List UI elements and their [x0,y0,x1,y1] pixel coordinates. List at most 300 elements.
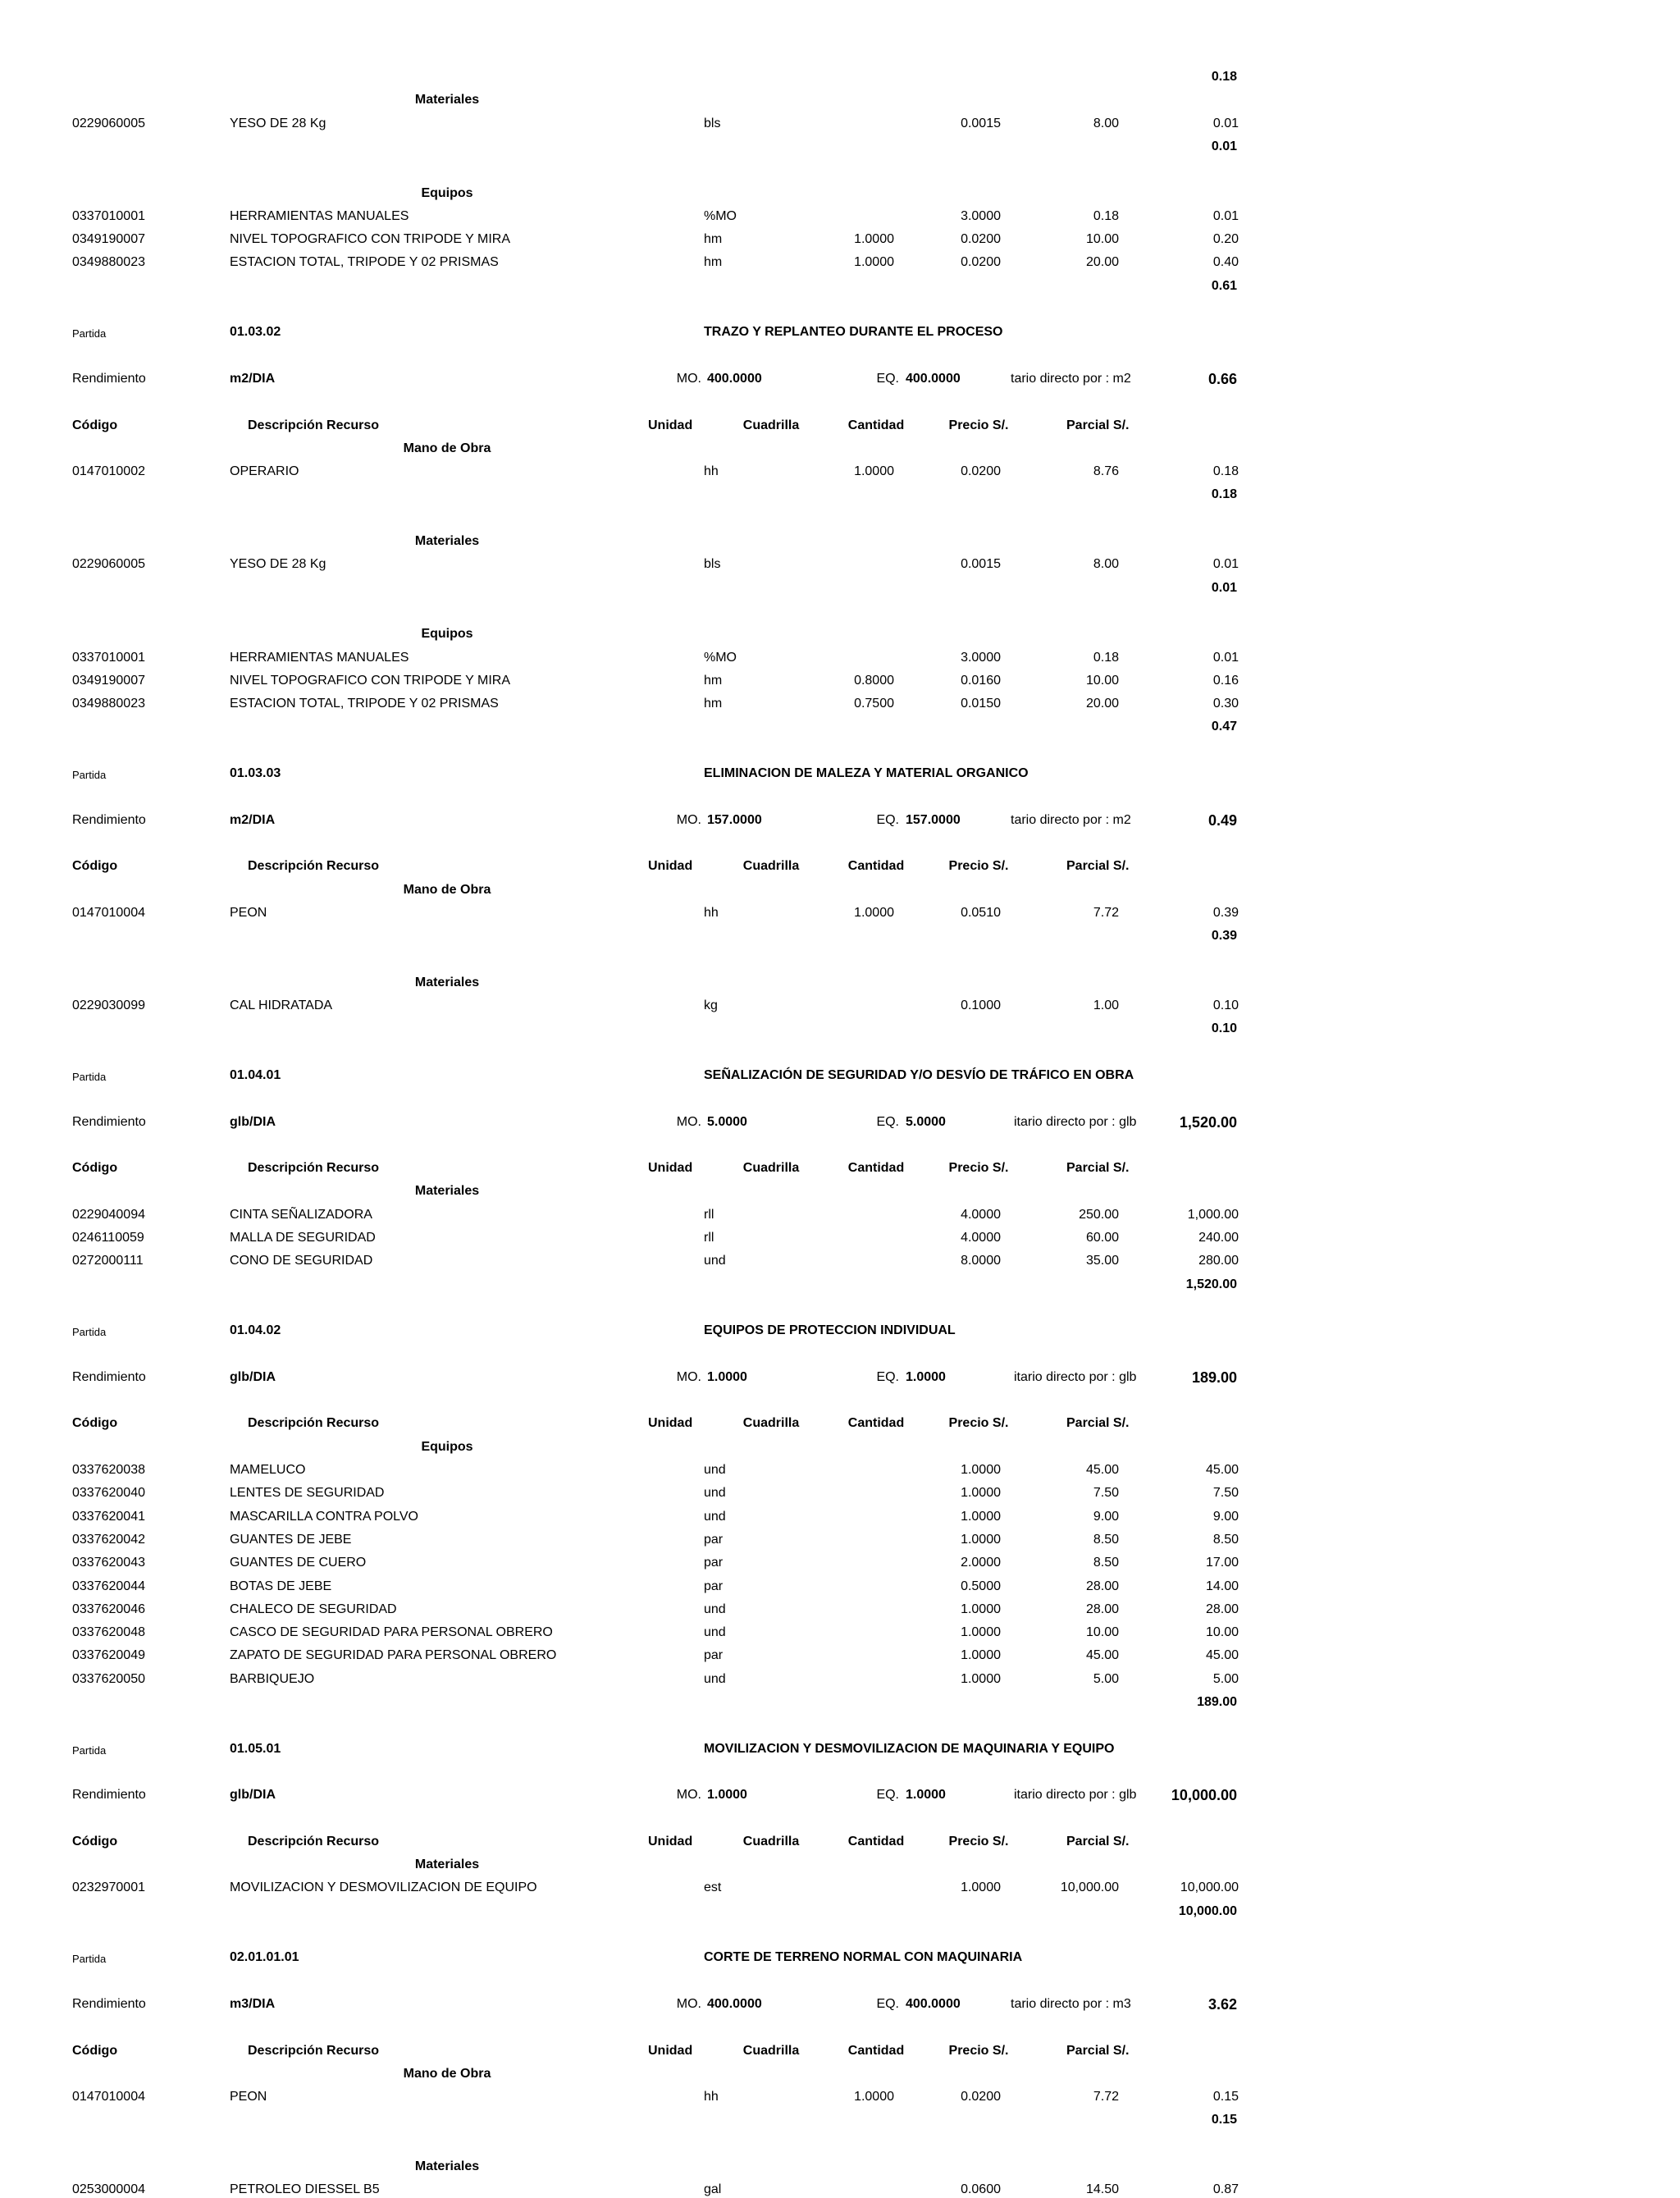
eq-value: 5.0000 [906,1114,946,1129]
resource-code: 0337620043 [72,1556,145,1570]
resource-cantidad: 0.0200 [961,2090,1001,2104]
resource-cantidad: 1.0000 [961,1648,1001,1663]
resource-code: 0337010001 [72,650,145,665]
resource-precio: 8.50 [1093,1532,1119,1547]
resource-precio: 10.00 [1085,232,1119,247]
resource-cantidad: 1.0000 [961,1671,1001,1686]
resource-precio: 8.00 [1093,116,1119,130]
costo-unit: m2 [1112,371,1131,386]
resource-parcial: 0.30 [1212,697,1239,711]
resource-precio: 250.00 [1079,1207,1119,1222]
resource-precio: 0.18 [1093,208,1119,223]
costo-prefix: itario directo por : [1014,1369,1120,1384]
rendimiento-label: Rendimiento [72,1369,146,1384]
costo-unitario-label [1011,1996,1131,2013]
rendimiento-label: Rendimiento [72,1788,146,1803]
resource-description: MAMELUCO [230,1463,306,1477]
resource-description: HERRAMIENTAS MANUALES [230,208,409,223]
header-cuadrilla: Cuadrilla [742,2043,800,2058]
resource-parcial: 45.00 [1205,1463,1239,1477]
resource-parcial: 0.15 [1212,2090,1239,2104]
eq-value: 1.0000 [906,1369,946,1384]
resource-parcial: 0.39 [1212,905,1239,920]
resource-precio: 5.00 [1093,1671,1119,1686]
mo-value: 1.0000 [707,1369,747,1384]
resource-parcial: 0.40 [1212,255,1239,270]
resource-parcial: 9.00 [1212,1509,1239,1524]
group-title: Materiales [414,975,480,989]
resource-parcial: 0.18 [1212,464,1239,479]
header-cantidad: Cantidad [847,1416,905,1431]
header-cuadrilla: Cuadrilla [742,859,800,874]
resource-precio: 28.00 [1085,1579,1119,1593]
mo-label: MO. [676,371,701,386]
group-subtotal: 1,520.00 [1185,1277,1237,1291]
resource-code: 0349880023 [72,255,145,270]
group-subtotal: 0.18 [1211,70,1237,84]
resource-code: 0147010004 [72,2090,145,2104]
resource-description: MOVILIZACION Y DESMOVILIZACION DE EQUIPO [230,1880,537,1895]
rendimiento-unit: m2/DIA [230,812,276,827]
resource-code: 0147010002 [72,464,145,479]
rendimiento-label: Rendimiento [72,1114,146,1129]
resource-parcial: 0.87 [1212,2182,1239,2197]
resource-unit: hm [704,673,723,688]
resource-precio: 7.72 [1093,905,1119,920]
resource-description: NIVEL TOPOGRAFICO CON TRIPODE Y MIRA [230,232,510,247]
header-unidad: Unidad [648,2043,693,2058]
resource-cantidad: 0.0015 [961,557,1001,572]
partida-code: 01.03.02 [230,325,281,340]
header-precio: Precio S/. [948,859,1009,874]
resource-code: 0337620046 [72,1602,145,1616]
header-codigo: Código [72,2043,118,2058]
resource-unit: kg [704,998,718,1012]
header-precio: Precio S/. [948,418,1009,432]
resource-precio: 7.72 [1093,2090,1119,2104]
resource-code: 0349190007 [72,673,145,688]
header-codigo: Código [72,1161,118,1176]
group-subtotal: 0.39 [1211,929,1237,944]
group-subtotal: 0.01 [1211,580,1237,595]
resource-parcial: 10,000.00 [1180,1880,1239,1895]
resource-cantidad: 1.0000 [961,1486,1001,1501]
resource-code: 0232970001 [72,1880,145,1895]
resource-precio: 10.00 [1085,673,1119,688]
header-precio: Precio S/. [948,1416,1009,1431]
resource-cuadrilla: 0.8000 [854,673,894,688]
resource-parcial: 28.00 [1205,1602,1239,1616]
header-cantidad: Cantidad [847,418,905,432]
resource-description: CASCO DE SEGURIDAD PARA PERSONAL OBRERO [230,1625,553,1640]
rendimiento-label: Rendimiento [72,1996,146,2011]
rendimiento-label: Rendimiento [72,812,146,827]
eq-label: EQ. [876,1788,899,1803]
resource-unit: hh [704,905,719,920]
header-parcial: Parcial S/. [1066,2043,1130,2058]
costo-prefix: tario directo por : [1011,1996,1113,2011]
header-unidad: Unidad [648,418,693,432]
costo-unit: m3 [1112,1996,1131,2011]
resource-cantidad: 1.0000 [961,1509,1001,1524]
resource-precio: 10,000.00 [1060,1880,1119,1895]
rendimiento-unit: m2/DIA [230,371,276,386]
resource-cantidad: 0.0015 [961,116,1001,130]
resource-code: 0337620038 [72,1463,145,1477]
resource-description: CAL HIDRATADA [230,998,333,1012]
partida-total: 10,000.00 [1171,1787,1237,1804]
resource-unit: hm [704,697,723,711]
costo-prefix: itario directo por : [1014,1788,1120,1803]
rendimiento-unit: glb/DIA [230,1369,276,1384]
mo-value: 1.0000 [707,1788,747,1803]
resource-code: 0337620040 [72,1486,145,1501]
resource-description: LENTES DE SEGURIDAD [230,1486,385,1501]
rendimiento-unit: glb/DIA [230,1114,276,1129]
resource-unit: und [704,1671,726,1686]
resource-cantidad: 1.0000 [961,1463,1001,1477]
resource-code: 0229040094 [72,1207,145,1222]
resource-parcial: 240.00 [1198,1231,1239,1245]
resource-parcial: 0.10 [1212,998,1239,1012]
resource-cantidad: 0.0150 [961,697,1001,711]
resource-parcial: 8.50 [1212,1532,1239,1547]
rendimiento-label: Rendimiento [72,371,146,386]
resource-unit: rll [704,1231,714,1245]
resource-unit: und [704,1509,726,1524]
header-descripcion: Descripción Recurso [248,1161,380,1176]
resource-description: MALLA DE SEGURIDAD [230,1231,376,1245]
group-subtotal: 0.61 [1211,278,1237,293]
mo-label: MO. [676,1369,701,1384]
partida-name: MOVILIZACION Y DESMOVILIZACION DE MAQUINARIA Y EQUIPO [704,1741,1115,1756]
resource-code: 0349190007 [72,232,145,247]
resource-cantidad: 0.0600 [961,2182,1001,2197]
resource-unit: und [704,1463,726,1477]
group-subtotal: 0.47 [1211,720,1237,734]
resource-cuadrilla: 1.0000 [854,464,894,479]
resource-precio: 7.50 [1093,1486,1119,1501]
group-subtotal: 10,000.00 [1178,1903,1237,1918]
group-subtotal: 0.15 [1211,2113,1237,2127]
header-cantidad: Cantidad [847,1161,905,1176]
resource-parcial: 14.00 [1205,1579,1239,1593]
header-codigo: Código [72,859,118,874]
resource-description: OPERARIO [230,464,299,479]
resource-parcial: 0.01 [1212,557,1239,572]
resource-unit: %MO [704,208,737,223]
header-descripcion: Descripción Recurso [248,1416,380,1431]
header-cuadrilla: Cuadrilla [742,1416,800,1431]
resource-description: PEON [230,905,267,920]
header-unidad: Unidad [648,1416,693,1431]
group-title: Materiales [414,1858,480,1872]
partida-total: 3.62 [1208,1995,1237,2013]
resource-description: ZAPATO DE SEGURIDAD PARA PERSONAL OBRERO [230,1648,557,1663]
costo-unitario-label [1014,1114,1136,1131]
partida-code: 01.03.03 [230,766,281,780]
mo-label: MO. [676,1788,701,1803]
resource-description: GUANTES DE CUERO [230,1556,367,1570]
resource-cantidad: 1.0000 [961,1532,1001,1547]
resource-unit: und [704,1602,726,1616]
resource-parcial: 1,000.00 [1187,1207,1239,1222]
eq-value: 400.0000 [906,1996,961,2011]
header-descripcion: Descripción Recurso [248,859,380,874]
rendimiento-unit: glb/DIA [230,1788,276,1803]
resource-cantidad: 0.5000 [961,1579,1001,1593]
partida-label: Partida [72,1326,107,1339]
partida-code: 01.04.01 [230,1067,281,1082]
resource-precio: 28.00 [1085,1602,1119,1616]
header-cantidad: Cantidad [847,1834,905,1848]
resource-description: BOTAS DE JEBE [230,1579,332,1593]
resource-description: CHALECO DE SEGURIDAD [230,1602,397,1616]
partida-label: Partida [72,1743,107,1757]
eq-value: 400.0000 [906,371,961,386]
resource-code: 0229060005 [72,116,145,130]
resource-description: YESO DE 28 Kg [230,557,326,572]
eq-label: EQ. [876,812,899,827]
resource-parcial: 17.00 [1205,1556,1239,1570]
resource-unit: par [704,1532,724,1547]
eq-value: 1.0000 [906,1788,946,1803]
resource-precio: 0.18 [1093,650,1119,665]
resource-description: GUANTES DE JEBE [230,1532,352,1547]
resource-description: ESTACION TOTAL, TRIPODE Y 02 PRISMAS [230,697,499,711]
resource-cuadrilla: 1.0000 [854,2090,894,2104]
resource-cuadrilla: 0.7500 [854,697,894,711]
header-descripcion: Descripción Recurso [248,418,380,432]
resource-cantidad: 1.0000 [961,1880,1001,1895]
group-title: Materiales [414,2159,480,2173]
resource-description: YESO DE 28 Kg [230,116,326,130]
resource-unit: hm [704,255,723,270]
resource-parcial: 0.01 [1212,116,1239,130]
costo-unitario-label [1014,1369,1136,1386]
resource-description: CINTA SEÑALIZADORA [230,1207,372,1222]
header-cantidad: Cantidad [847,2043,905,2058]
resource-code: 0229060005 [72,557,145,572]
resource-cantidad: 4.0000 [961,1231,1001,1245]
resource-code: 0337620042 [72,1532,145,1547]
resource-cantidad: 2.0000 [961,1556,1001,1570]
partida-label: Partida [72,769,107,781]
costo-prefix: tario directo por : [1011,371,1113,386]
resource-cantidad: 1.0000 [961,1602,1001,1616]
costo-unit: glb [1119,1788,1137,1803]
group-title: Materiales [414,1184,480,1199]
resource-unit: hh [704,464,719,479]
header-parcial: Parcial S/. [1066,1834,1130,1848]
group-title: Equipos [421,185,473,200]
resource-parcial: 10.00 [1205,1625,1239,1640]
resource-precio: 10.00 [1085,1625,1119,1640]
costo-unitario-label [1011,812,1131,829]
group-title: Mano de Obra [403,441,491,455]
resource-precio: 14.50 [1085,2182,1119,2197]
resource-unit: par [704,1648,724,1663]
group-subtotal: 0.10 [1211,1021,1237,1036]
partida-code: 01.05.01 [230,1741,281,1756]
resource-unit: rll [704,1207,714,1222]
header-precio: Precio S/. [948,1834,1009,1848]
partida-total: 189.00 [1191,1369,1237,1386]
resource-precio: 8.76 [1093,464,1119,479]
partida-name: SEÑALIZACIÓN DE SEGURIDAD Y/O DESVÍO DE TRÁFICO EN OBRA [704,1067,1134,1082]
resource-unit: par [704,1579,724,1593]
group-subtotal: 189.00 [1197,1695,1237,1709]
costo-unitario-label [1014,1787,1136,1803]
resource-unit: gal [704,2182,722,2197]
mo-value: 400.0000 [707,371,762,386]
costo-unit: glb [1119,1114,1137,1129]
group-title: Materiales [414,93,480,107]
mo-label: MO. [676,1996,701,2011]
header-descripcion: Descripción Recurso [248,1834,380,1848]
header-unidad: Unidad [648,1834,693,1848]
header-unidad: Unidad [648,1161,693,1176]
resource-parcial: 7.50 [1212,1486,1239,1501]
resource-precio: 45.00 [1085,1648,1119,1663]
partida-code: 01.04.02 [230,1323,281,1338]
resource-code: 0337620044 [72,1579,145,1593]
mo-label: MO. [676,812,701,827]
partida-name: EQUIPOS DE PROTECCION INDIVIDUAL [704,1323,956,1338]
resource-cantidad: 0.1000 [961,998,1001,1012]
rendimiento-unit: m3/DIA [230,1996,276,2011]
resource-unit: und [704,1625,726,1640]
resource-code: 0337620048 [72,1625,145,1640]
resource-parcial: 45.00 [1205,1648,1239,1663]
header-parcial: Parcial S/. [1066,859,1130,874]
resource-unit: und [704,1486,726,1501]
partida-label: Partida [72,1953,107,1966]
group-title: Equipos [421,1439,473,1454]
partida-total: 0.49 [1208,811,1237,829]
partida-label: Partida [72,327,107,340]
resource-cuadrilla: 1.0000 [854,232,894,247]
resource-code: 0253000004 [72,2182,145,2197]
header-parcial: Parcial S/. [1066,1416,1130,1431]
resource-cantidad: 8.0000 [961,1254,1001,1268]
partida-code: 02.01.01.01 [230,1950,299,1965]
mo-value: 400.0000 [707,1996,762,2011]
resource-unit: hm [704,232,723,247]
header-codigo: Código [72,1416,118,1431]
mo-value: 157.0000 [707,812,762,827]
resource-precio: 60.00 [1085,1231,1119,1245]
resource-code: 0337620050 [72,1671,145,1686]
resource-description: ESTACION TOTAL, TRIPODE Y 02 PRISMAS [230,255,499,270]
resource-precio: 8.00 [1093,557,1119,572]
resource-cantidad: 0.0160 [961,673,1001,688]
resource-unit: bls [704,116,721,130]
resource-cuadrilla: 1.0000 [854,255,894,270]
resource-precio: 45.00 [1085,1463,1119,1477]
resource-description: MASCARILLA CONTRA POLVO [230,1509,418,1524]
resource-unit: est [704,1880,722,1895]
resource-cantidad: 3.0000 [961,208,1001,223]
partida-label: Partida [72,1070,107,1083]
resource-precio: 1.00 [1093,998,1119,1012]
resource-cantidad: 1.0000 [961,1625,1001,1640]
resource-cantidad: 3.0000 [961,650,1001,665]
costo-unit: glb [1119,1369,1137,1384]
resource-description: PETROLEO DIESSEL B5 [230,2182,380,2197]
group-title: Materiales [414,534,480,548]
partida-name: TRAZO Y REPLANTEO DURANTE EL PROCESO [704,325,1003,340]
header-cuadrilla: Cuadrilla [742,1834,800,1848]
header-precio: Precio S/. [948,1161,1009,1176]
group-subtotal: 0.18 [1211,487,1237,502]
resource-unit: %MO [704,650,737,665]
resource-cantidad: 0.0200 [961,464,1001,479]
resource-cantidad: 0.0510 [961,905,1001,920]
resource-parcial: 5.00 [1212,1671,1239,1686]
eq-label: EQ. [876,1369,899,1384]
partida-total: 1,520.00 [1179,1113,1237,1131]
header-codigo: Código [72,1834,118,1848]
resource-code: 0272000111 [72,1254,144,1268]
costo-prefix: itario directo por : [1014,1114,1120,1129]
partida-total: 0.66 [1208,370,1237,387]
resource-code: 0337010001 [72,208,145,223]
header-cuadrilla: Cuadrilla [742,1161,800,1176]
group-title: Mano de Obra [403,2066,491,2081]
resource-code: 0147010004 [72,905,145,920]
resource-code: 0229030099 [72,998,145,1012]
resource-cantidad: 0.0200 [961,255,1001,270]
eq-label: EQ. [876,371,899,386]
resource-cantidad: 4.0000 [961,1207,1001,1222]
resource-parcial: 0.20 [1212,232,1239,247]
eq-label: EQ. [876,1996,899,2011]
resource-code: 0246110059 [72,1231,144,1245]
resource-unit: par [704,1556,724,1570]
resource-code: 0349880023 [72,697,145,711]
resource-description: HERRAMIENTAS MANUALES [230,650,409,665]
resource-precio: 20.00 [1085,697,1119,711]
resource-precio: 9.00 [1093,1509,1119,1524]
resource-description: CONO DE SEGURIDAD [230,1254,373,1268]
eq-label: EQ. [876,1114,899,1129]
resource-description: BARBIQUEJO [230,1671,315,1686]
resource-parcial: 0.01 [1212,650,1239,665]
resource-code: 0337620041 [72,1509,145,1524]
eq-value: 157.0000 [906,812,961,827]
mo-value: 5.0000 [707,1114,747,1129]
header-unidad: Unidad [648,859,693,874]
group-subtotal: 0.01 [1211,139,1237,153]
costo-prefix: tario directo por : [1011,812,1113,827]
resource-parcial: 0.16 [1212,673,1239,688]
resource-parcial: 0.01 [1212,208,1239,223]
header-parcial: Parcial S/. [1066,418,1130,432]
header-codigo: Código [72,418,118,432]
resource-unit: bls [704,557,721,572]
resource-unit: und [704,1254,726,1268]
resource-cuadrilla: 1.0000 [854,905,894,920]
header-parcial: Parcial S/. [1066,1161,1130,1176]
partida-name: ELIMINACION DE MALEZA Y MATERIAL ORGANICO [704,766,1029,780]
partida-name: CORTE DE TERRENO NORMAL CON MAQUINARIA [704,1950,1023,1965]
header-cantidad: Cantidad [847,859,905,874]
resource-description: NIVEL TOPOGRAFICO CON TRIPODE Y MIRA [230,673,510,688]
resource-precio: 8.50 [1093,1556,1119,1570]
resource-cantidad: 0.0200 [961,232,1001,247]
costo-unit: m2 [1112,812,1131,827]
